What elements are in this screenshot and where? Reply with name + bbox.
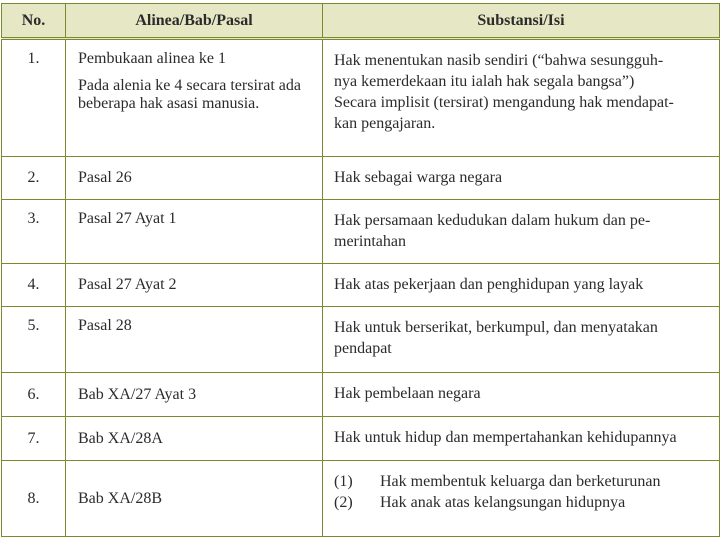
substance-line: Hak menentukan nasib sendiri (“bahwa sesungguh-	[334, 52, 664, 69]
row-reference: Pasal 28	[66, 307, 323, 373]
rights-table	[1, 3, 720, 537]
list-item	[334, 492, 713, 513]
header-alinea-bab-pasal: Alinea/Bab/Pasal	[66, 4, 323, 39]
table-row	[2, 39, 720, 157]
row-substance	[323, 307, 720, 373]
row-substance	[323, 200, 720, 264]
table-row	[2, 417, 720, 461]
reference-line: beberapa hak asasi manusia.	[78, 95, 260, 112]
header-no: No.	[2, 4, 66, 39]
list-item-number: (2)	[334, 494, 353, 511]
substance-line: Hak atas pekerjaan dan penghidupan yang layak	[334, 276, 644, 293]
row-number: 2.	[2, 157, 66, 200]
row-number: 6.	[2, 373, 66, 417]
row-substance	[323, 39, 720, 157]
substance-line: Hak persamaan kedudukan dalam hukum dan pe-	[334, 212, 651, 229]
list-item-number: (1)	[334, 473, 353, 490]
list-item	[334, 471, 713, 492]
row-substance	[323, 373, 720, 417]
header-substansi-isi: Substansi/Isi	[323, 4, 720, 39]
spacer	[78, 68, 322, 77]
table-row	[2, 373, 720, 417]
table-header-row	[2, 4, 720, 39]
list-item-text: Hak membentuk keluarga dan berketurunan	[380, 473, 661, 490]
substance-line: Secara implisit (tersirat) mengandung hak mendapat-	[334, 94, 674, 111]
row-reference: Bab XA/27 Ayat 3	[66, 373, 323, 417]
table-row	[2, 307, 720, 373]
row-number: 1.	[2, 39, 66, 157]
reference-line: Pembukaan alinea ke 1	[78, 50, 226, 67]
substance-line: Hak pembelaan negara	[334, 385, 481, 402]
substance-numbered-list	[334, 471, 713, 513]
row-substance	[323, 417, 720, 461]
substance-line: Hak sebagai warga negara	[334, 169, 503, 186]
row-number: 5.	[2, 307, 66, 373]
row-number: 4.	[2, 264, 66, 307]
row-reference: Pasal 27 Ayat 1	[66, 200, 323, 264]
row-substance	[323, 264, 720, 307]
row-number: 3.	[2, 200, 66, 264]
table-row	[2, 200, 720, 264]
row-substance	[323, 461, 720, 537]
substance-line: Hak untuk berserikat, berkumpul, dan menyatakan	[334, 319, 658, 336]
row-substance	[323, 157, 720, 200]
row-number: 8.	[2, 461, 66, 537]
table-row	[2, 264, 720, 307]
reference-line: Pada alenia ke 4 secara tersirat ada	[78, 77, 301, 94]
substance-line: pendapat	[334, 340, 392, 357]
substance-line: merintahan	[334, 233, 406, 250]
row-reference: Pasal 27 Ayat 2	[66, 264, 323, 307]
substance-line: kan pengajaran.	[334, 115, 436, 132]
substance-line: nya kemerdekaan itu ialah hak segala bangsa”)	[334, 73, 635, 90]
row-reference: Bab XA/28A	[66, 417, 323, 461]
row-reference	[66, 39, 323, 157]
table-row	[2, 461, 720, 537]
list-item-text: Hak anak atas kelangsungan hidupnya	[380, 494, 626, 511]
row-number: 7.	[2, 417, 66, 461]
row-reference: Bab XA/28B	[66, 461, 323, 537]
row-reference: Pasal 26	[66, 157, 323, 200]
substance-line: Hak untuk hidup dan mempertahankan kehidupannya	[334, 429, 677, 446]
table-row	[2, 157, 720, 200]
